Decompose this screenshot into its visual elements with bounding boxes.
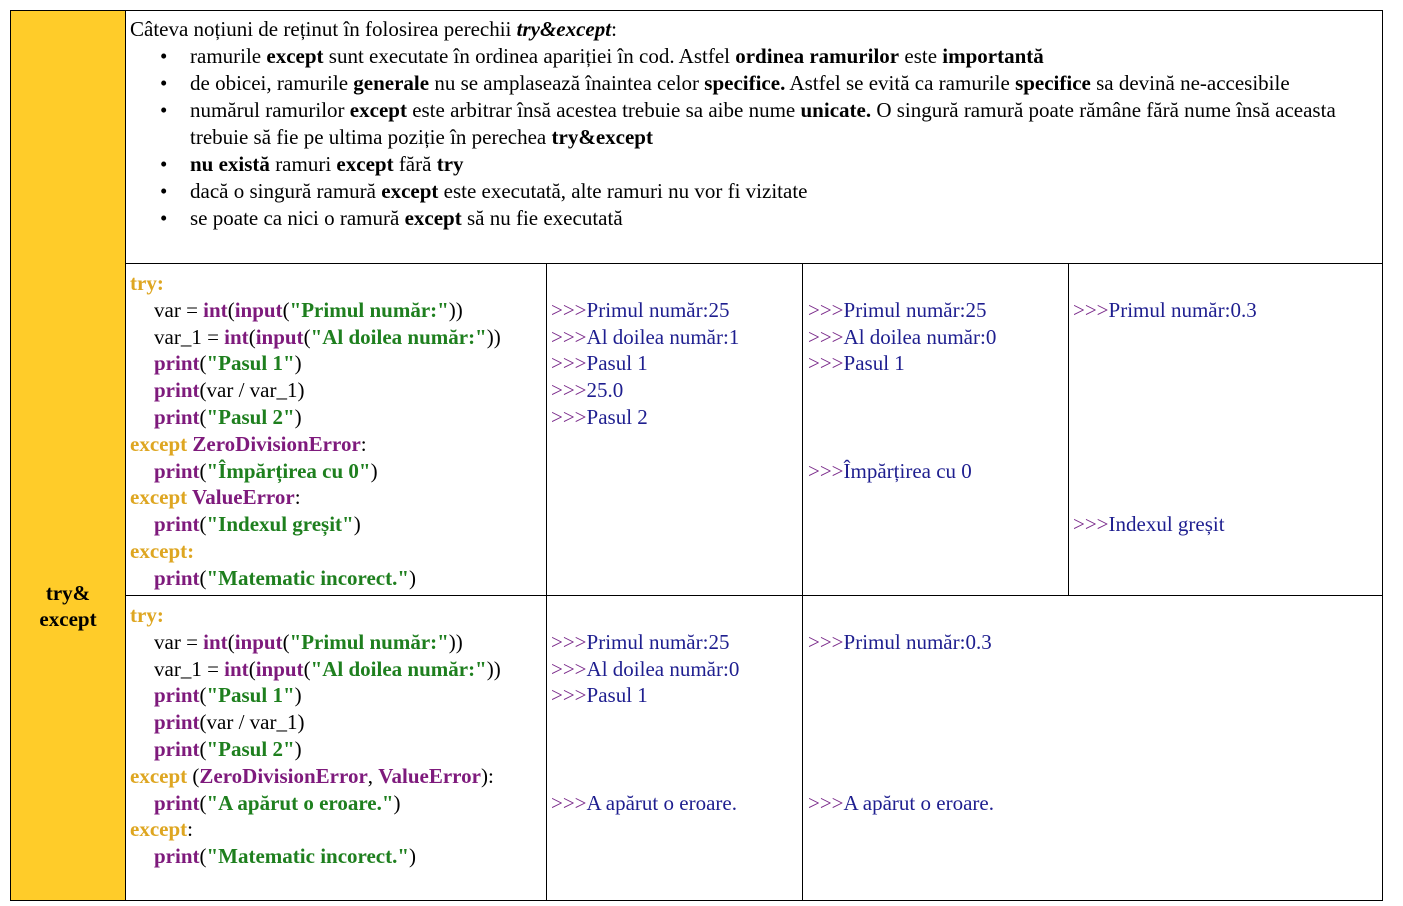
- output-line: [808, 377, 996, 404]
- code-text: var =: [154, 629, 204, 654]
- output-line: [551, 736, 739, 763]
- intro-lead: [130, 16, 1380, 43]
- code-function: int: [203, 297, 228, 322]
- bullet-bold-text: ordinea ramurilor: [735, 44, 900, 68]
- code-function: print: [154, 736, 200, 761]
- output-line: >>>Împărțirea cu 0: [808, 458, 972, 483]
- example1-code: [130, 270, 546, 592]
- code-keyword: except: [130, 763, 193, 788]
- code-text: ): [353, 512, 361, 537]
- code-text: )): [486, 656, 501, 681]
- code-line: [130, 458, 546, 485]
- output-line: [1073, 270, 1257, 297]
- code-text: (var / var_1): [199, 710, 305, 735]
- intro-bullet: [130, 151, 1380, 178]
- code-line: [130, 511, 546, 538]
- code-line: [130, 656, 546, 683]
- code-string: "Indexul greșit": [206, 512, 354, 537]
- output-line: [551, 270, 739, 297]
- bullet-text: se poate ca nici o ramură: [190, 206, 405, 230]
- code-string: "Matematic incorect.": [206, 565, 410, 590]
- output-line: [808, 682, 994, 709]
- code-function: int: [224, 324, 249, 349]
- code-line: [130, 790, 546, 817]
- code-line: [130, 843, 546, 870]
- example2-code: [130, 602, 546, 870]
- output-line: >>>A apărut o eroare.: [551, 790, 737, 815]
- code-text: ): [294, 683, 302, 708]
- bullet-bold-text: except: [266, 44, 324, 68]
- bullet-bold-text: try&except: [551, 125, 653, 149]
- code-keyword: try:: [130, 271, 164, 295]
- code-string: "Primul număr:": [289, 629, 449, 654]
- code-function: input: [234, 629, 283, 654]
- code-line: [130, 629, 546, 656]
- output-line: [808, 656, 994, 683]
- code-line: [130, 736, 546, 763]
- output-line: >>>Primul număr:25: [808, 297, 987, 322]
- output-line: >>>Al doilea număr:1: [551, 324, 740, 349]
- output-line: [808, 736, 994, 763]
- code-function: int: [203, 629, 228, 654]
- bullet-bold-text: except: [349, 98, 407, 122]
- code-text: (: [199, 790, 207, 815]
- output-line: [808, 270, 996, 297]
- bullet-text: fără: [393, 152, 437, 176]
- output-line: [1073, 324, 1257, 351]
- bullet-text: dacă o singură ramură: [190, 179, 382, 203]
- code-keyword: except: [130, 485, 193, 510]
- code-text: ): [409, 844, 417, 869]
- code-text: )): [448, 297, 463, 322]
- code-text: :: [360, 431, 367, 456]
- code-function: print: [154, 683, 200, 708]
- example2-output-1: [551, 602, 739, 816]
- code-text: (var / var_1): [199, 378, 305, 403]
- label-divider: [125, 10, 126, 901]
- example1-output-3: [1073, 270, 1257, 538]
- intro-notes: [130, 16, 1380, 232]
- output-line: >>>Pasul 1: [551, 351, 648, 376]
- code-line: [130, 404, 546, 431]
- code-text: (: [199, 683, 207, 708]
- code-text: ):: [480, 763, 494, 788]
- output-line: >>>Al doilea număr:0: [551, 656, 740, 681]
- code-string: "Pasul 2": [206, 736, 295, 761]
- code-line: [130, 763, 546, 790]
- row-label: [10, 580, 126, 632]
- code-string: "Matematic incorect.": [206, 844, 410, 869]
- output-line: >>>Primul număr:25: [551, 297, 730, 322]
- output-line: [808, 602, 994, 629]
- code-string: "Primul număr:": [289, 297, 449, 322]
- bullet-text: este: [899, 44, 943, 68]
- code-function: print: [154, 378, 200, 403]
- code-function: ValueError: [378, 763, 481, 788]
- output-line: >>>Primul număr:0.3: [808, 629, 992, 654]
- bullet-text: nu se amplasează înaintea celor: [429, 71, 705, 95]
- bullet-bold-text: importantă: [942, 44, 1044, 68]
- code-text: (: [282, 629, 290, 654]
- bullet-text: de obicei, ramurile: [190, 71, 354, 95]
- code-string: "A apărut o eroare.": [206, 790, 394, 815]
- bullet-bold-text: generale: [353, 71, 430, 95]
- table-border-bottom: [10, 900, 1383, 901]
- code-string: "Împărțirea cu 0": [206, 458, 371, 483]
- output-line: >>>Pasul 1: [808, 351, 905, 376]
- example2-output-2: [808, 602, 994, 816]
- code-function: ZeroDivisionError: [199, 763, 368, 788]
- code-string: "Pasul 2": [206, 404, 295, 429]
- bullet-text: să nu fie executată: [461, 206, 623, 230]
- code-function: print: [154, 351, 200, 376]
- code-line: [130, 377, 546, 404]
- code-text: (: [199, 844, 207, 869]
- code-text: (: [303, 656, 311, 681]
- output-line: [808, 763, 994, 790]
- output-line: >>>25.0: [551, 378, 624, 403]
- bullet-bold-text: try: [436, 152, 464, 176]
- code-text: (: [192, 763, 200, 788]
- output-line: [808, 404, 996, 431]
- output-line: >>>Al doilea număr:0: [808, 324, 997, 349]
- code-text: ): [294, 736, 302, 761]
- code-text: var =: [154, 297, 204, 322]
- output-line: >>>Primul număr:0.3: [1073, 297, 1257, 322]
- table-border-left: [10, 10, 11, 901]
- output-line: [1073, 458, 1257, 485]
- output-line: >>>Pasul 1: [551, 683, 648, 708]
- code-text: (: [248, 324, 256, 349]
- example-divider: [125, 595, 1383, 596]
- code-divider: [546, 263, 547, 901]
- code-text: ): [294, 404, 302, 429]
- row-label-line2: except: [39, 607, 97, 631]
- intro-bullet-list: [130, 43, 1380, 232]
- output-line: [1073, 404, 1257, 431]
- code-line: [130, 682, 546, 709]
- code-keyword: try:: [130, 603, 164, 627]
- bullet-text: numărul ramurilor: [190, 98, 350, 122]
- intro-bullet: [130, 178, 1380, 205]
- bullet-bold-text: except: [381, 179, 439, 203]
- code-function: ZeroDivisionError: [192, 431, 361, 456]
- code-line: [130, 431, 546, 458]
- code-line: [130, 270, 546, 297]
- code-text: (: [227, 629, 235, 654]
- intro-lead-end: :: [611, 17, 617, 41]
- code-text: ): [370, 458, 378, 483]
- bullet-bold-text: unicate.: [800, 98, 872, 122]
- bullet-bold-text: except: [404, 206, 462, 230]
- intro-bullet: [130, 205, 1380, 232]
- output-line: >>>A apărut o eroare.: [808, 790, 994, 815]
- bullet-text: Astfel se evită ca ramurile: [785, 71, 1016, 95]
- code-keyword: except: [130, 817, 188, 842]
- code-function: int: [224, 656, 249, 681]
- output-line: [551, 709, 739, 736]
- code-line: [130, 816, 546, 843]
- bullet-bold-text: except: [336, 152, 394, 176]
- code-function: input: [234, 297, 283, 322]
- code-string: "Pasul 1": [206, 351, 295, 376]
- code-function: print: [154, 844, 200, 869]
- code-function: input: [255, 324, 304, 349]
- intro-lead-text: Câteva noțiuni de reținut în folosirea perechii: [130, 17, 517, 41]
- intro-bullet: [130, 43, 1380, 70]
- intro-lead-term: try&except: [516, 17, 612, 41]
- code-text: (: [199, 512, 207, 537]
- bullet-text: sunt executate în ordinea apariției în cod. Astfel: [323, 44, 736, 68]
- code-text: (: [227, 297, 235, 322]
- code-line: [130, 350, 546, 377]
- code-text: (: [199, 404, 207, 429]
- code-function: print: [154, 512, 200, 537]
- bullet-bold-text: specifice: [1015, 71, 1091, 95]
- example1-output-1: [551, 270, 739, 431]
- code-line: [130, 602, 546, 629]
- bullet-text: ramurile: [190, 44, 267, 68]
- output-divider-1: [802, 263, 803, 901]
- code-string: "Pasul 1": [206, 683, 295, 708]
- table-border-right: [1382, 10, 1383, 901]
- code-line: [130, 297, 546, 324]
- code-string: "Al doilea număr:": [310, 656, 487, 681]
- code-text: (: [303, 324, 311, 349]
- output-line: [1073, 431, 1257, 458]
- code-text: ): [294, 351, 302, 376]
- code-text: (: [199, 351, 207, 376]
- output-line: [1073, 377, 1257, 404]
- output-line: >>>Pasul 2: [551, 404, 648, 429]
- output-line: [551, 602, 739, 629]
- bullet-bold-text: nu există: [190, 152, 270, 176]
- code-text: var_1 =: [154, 324, 225, 349]
- label-cell: [10, 10, 126, 901]
- code-function: print: [154, 790, 200, 815]
- code-text: ,: [367, 763, 379, 788]
- code-text: (: [199, 565, 207, 590]
- code-function: print: [154, 458, 200, 483]
- code-string: "Al doilea număr:": [310, 324, 487, 349]
- bullet-text: O singură ramură poate rămâne fără nume însă aceasta trebuie să fie pe ultima poziție în perechea: [190, 98, 1336, 149]
- code-keyword: except: [130, 431, 193, 456]
- output-line: >>>Primul număr:25: [551, 629, 730, 654]
- output-line: >>>Indexul greșit: [1073, 512, 1225, 537]
- code-text: ): [409, 565, 417, 590]
- code-text: var_1 =: [154, 656, 225, 681]
- code-text: :: [294, 485, 301, 510]
- code-text: ): [393, 790, 401, 815]
- code-text: (: [248, 656, 256, 681]
- code-line: [130, 484, 546, 511]
- code-line: [130, 538, 546, 565]
- intro-bullet: [130, 70, 1380, 97]
- code-text: )): [448, 629, 463, 654]
- row-label-line1: try&: [45, 581, 91, 605]
- bullet-text: sa devină ne-accesibile: [1090, 71, 1290, 95]
- code-keyword: except:: [130, 538, 195, 563]
- code-function: ValueError: [192, 485, 295, 510]
- table-border-top: [10, 10, 1383, 11]
- code-function: input: [255, 656, 304, 681]
- output-line: [808, 431, 996, 458]
- code-text: :: [187, 817, 193, 842]
- intro-bullet: [130, 97, 1380, 151]
- code-text: )): [486, 324, 501, 349]
- code-text: (: [282, 297, 290, 322]
- output-divider-2: [1068, 263, 1069, 596]
- bullet-text: este arbitrar însă acestea trebuie sa aibe nume: [406, 98, 801, 122]
- bullet-bold-text: specifice.: [704, 71, 786, 95]
- code-line: [130, 324, 546, 351]
- bullet-text: ramuri: [269, 152, 337, 176]
- code-line: [130, 709, 546, 736]
- code-function: print: [154, 565, 200, 590]
- output-line: [1073, 484, 1257, 511]
- code-text: (: [199, 458, 207, 483]
- code-line: [130, 565, 546, 592]
- example1-output-2: [808, 270, 996, 484]
- code-function: print: [154, 404, 200, 429]
- output-line: [1073, 350, 1257, 377]
- code-function: print: [154, 710, 200, 735]
- code-text: (: [199, 736, 207, 761]
- output-line: [551, 763, 739, 790]
- bullet-text: este executată, alte ramuri nu vor fi vizitate: [438, 179, 808, 203]
- output-line: [808, 709, 994, 736]
- intro-divider: [125, 263, 1383, 264]
